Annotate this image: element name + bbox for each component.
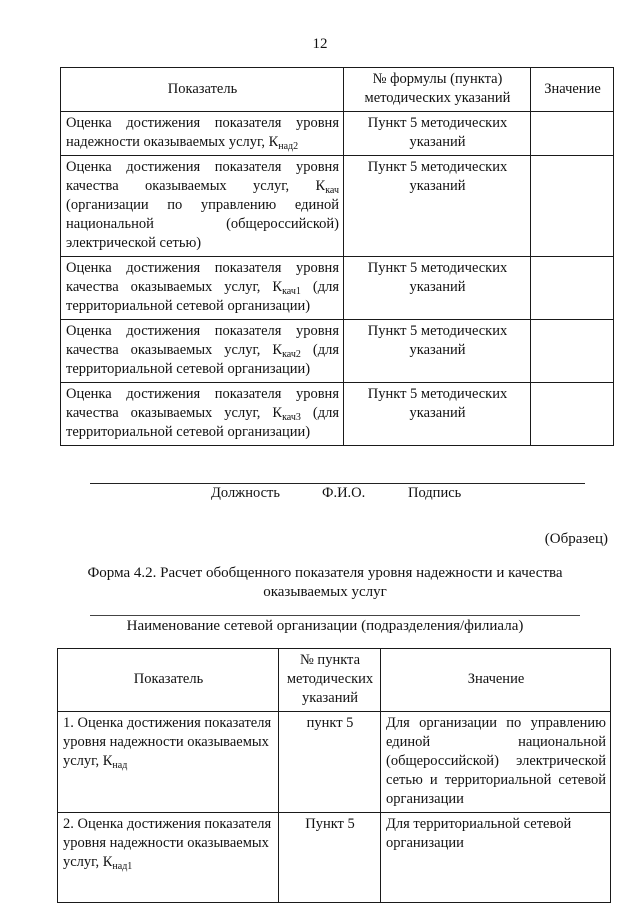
point-cell: Пункт 5 (279, 813, 381, 903)
indicator-cell: Оценка достижения показателя уровня качества оказываемых услуг, $К_{кач}$ (организации по управлению единой национальной (общероссийской) электрической сетью) (61, 156, 344, 257)
indicator-cell: Оценка достижения показателя уровня надежности оказываемых услуг, $К_{над2}$ (61, 112, 344, 156)
header-point: № пункта методических указаний (279, 649, 381, 712)
table-row (61, 257, 614, 320)
header-value: Значение (381, 649, 611, 712)
table-row (58, 813, 611, 903)
indicator-cell: Оценка достижения показателя уровня качества оказываемых услуг, $К_{кач1}$ (для территориальной сетевой организации) (61, 257, 344, 320)
org-name-line (90, 615, 580, 616)
formula-cell: Пункт 5 методических указаний (344, 156, 531, 257)
indicator-cell: Оценка достижения показателя уровня качества оказываемых услуг, $К_{кач3}$ (для территориальной сетевой организации) (61, 383, 344, 446)
table-row (58, 712, 611, 813)
header-formula: № формулы (пункта) методических указаний (344, 68, 531, 112)
header-indicator: Показатель (61, 68, 344, 112)
table-header-row (61, 68, 614, 112)
header-indicator: Показатель (58, 649, 279, 712)
formula-cell: Пункт 5 методических указаний (344, 320, 531, 383)
value-cell: Для организации по управлению единой национальной (общероссийской) электрической сетью и территориальной сетевой организации (381, 712, 611, 813)
sample-label: (Образец) (544, 531, 608, 547)
table-row (61, 112, 614, 156)
table-row (61, 156, 614, 257)
org-name-label: Наименование сетевой организации (подразделения/филиала) (126, 618, 524, 634)
page-number: 12 (312, 36, 328, 52)
value-cell (531, 383, 614, 446)
formula-cell: Пункт 5 методических указаний (344, 257, 531, 320)
value-cell (531, 320, 614, 383)
indicator-cell: Оценка достижения показателя уровня качества оказываемых услуг, $К_{кач2}$ (для территориальной сетевой организации) (61, 320, 344, 383)
value-cell (531, 257, 614, 320)
signature-sign-label: Подпись (408, 485, 462, 501)
value-cell (531, 112, 614, 156)
indicator-cell: 1. Оценка достижения показателя уровня надежности оказываемых услуг, $К_{над}$ (58, 712, 279, 813)
form-title-line: оказываемых услуг (263, 584, 387, 600)
form-title-line: Форма 4.2. Расчет обобщенного показателя уровня надежности и качества (87, 565, 563, 581)
point-cell: пункт 5 (279, 712, 381, 813)
formula-cell: Пункт 5 методических указаний (344, 112, 531, 156)
form-title (80, 564, 570, 602)
table-row (61, 320, 614, 383)
signature-name-label: Ф.И.О. (322, 485, 366, 501)
table-header-row (58, 649, 611, 712)
signature-position-label: Должность (211, 485, 280, 501)
formula-cell: Пункт 5 методических указаний (344, 383, 531, 446)
value-cell (531, 156, 614, 257)
indicators-table (60, 67, 614, 446)
signature-line (90, 483, 585, 484)
value-cell: Для территориальной сетевой организации (381, 813, 611, 903)
summary-table (57, 648, 611, 903)
table-row (61, 383, 614, 446)
header-value: Значение (531, 68, 614, 112)
indicator-cell: 2. Оценка достижения показателя уровня надежности оказываемых услуг, $К_{над1}$ (58, 813, 279, 903)
